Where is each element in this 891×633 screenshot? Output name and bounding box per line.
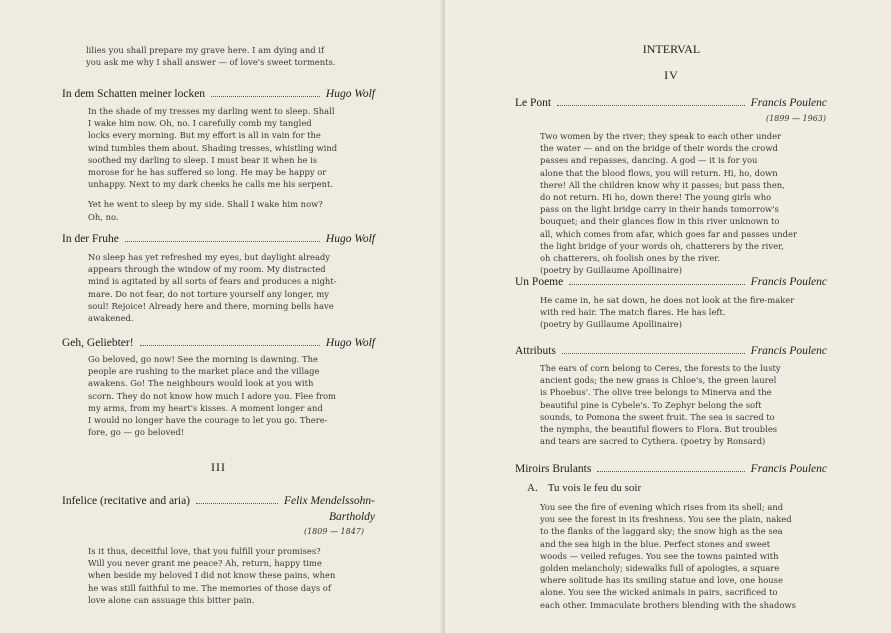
text-line: where solitude has its smiling statue and love, one house [540, 575, 783, 586]
text-line: ancient gods; the new grass is Chloe's, the green laurel [540, 375, 777, 386]
song-title: Attributs [515, 345, 556, 357]
movement-heading [527, 482, 827, 494]
text-line: love alone can assuage this bitter pain. [88, 594, 255, 605]
movement-title: Tu vois le feu du soir [547, 482, 642, 494]
text-line: the light bridge of your words oh, chatterers by the river, [540, 240, 784, 251]
song-translation [540, 362, 802, 447]
text-line: alone. You see the wicked animals in pairs, sacrificed to [540, 587, 778, 598]
text-line: fore, go — go beloved! [88, 427, 185, 438]
text-line: he was still faithful to me. The memories of those days of [88, 582, 331, 593]
song-title: In der Fruhe [62, 233, 119, 245]
text-line: Oh, no. [88, 211, 119, 222]
song-composer: Hugo Wolf [325, 233, 375, 245]
text-line: I wake him now. Oh, no. I carefully comb my tangled [88, 118, 312, 129]
section-numeral: III [211, 460, 226, 474]
song-heading [62, 87, 375, 101]
text-line: woods — veiled refuges. You see the towns painted with [540, 550, 779, 561]
song-composer: Hugo Wolf [325, 88, 375, 100]
movement-letter: A. [527, 482, 538, 494]
text-line: awakens. Go! The neighbours would look at you with [88, 378, 314, 389]
dot-leader [125, 241, 320, 242]
dot-leader [211, 96, 320, 97]
song-translation [88, 105, 348, 223]
song-translation [540, 294, 802, 331]
text-line: Yet he went to sleep by my side. Shall I wake him now? [88, 199, 323, 210]
text-line: locks every morning. But my effort is all in vain for the [88, 130, 321, 141]
text-line: soothed my darling to sleep. I must bear it when he is [88, 154, 318, 165]
text-line: you ask me why I shall answer — of love's sweet torments. [86, 57, 336, 68]
song-heading [62, 336, 375, 350]
text-line: bouquet; and their glances flow in this river unknown to [540, 216, 780, 227]
song-translation [88, 251, 348, 324]
text-line: unhappy. Next to my dark cheeks he calls me his serpent. [88, 179, 334, 190]
song-composer: Hugo Wolf [325, 337, 375, 349]
song-heading [515, 96, 827, 110]
text-line: awakened. [88, 313, 134, 324]
text-line: You see the fire of evening which rises from its shell; and [540, 502, 784, 512]
text-line: and the sea high in the blue. Perfect stones and sweet [540, 538, 771, 549]
song-title: Geh, Geliebter! [62, 337, 134, 349]
text-line: and tears are sacred to Cythera. (poetry by Ronsard) [540, 436, 766, 447]
dot-leader [196, 503, 278, 504]
dot-leader [597, 471, 744, 472]
text-line: mare. Do not fear, do not torture yourself any longer, my [88, 288, 330, 299]
composer-continued [62, 510, 375, 524]
interval-heading: INTERVAL [642, 42, 701, 56]
text-line: Two women by the river; they speak to each other under [540, 131, 782, 141]
text-line: alone that the blood flows, you will return. Hi, ho, down [540, 167, 778, 178]
text-line: No sleep has yet refreshed my eyes, but daylight already [88, 252, 331, 262]
song-title: Le Pont [515, 97, 552, 109]
dot-leader [569, 284, 744, 285]
text-line: the nymphs, the beautiful flowers to Flora. But troubles [540, 424, 778, 435]
song-composer: Francis Poulenc [750, 276, 827, 288]
text-line: oh chatterers, oh foolish ones by the river. [540, 253, 721, 264]
text-line: sounds, to Pomona the sweet fruit. The sea is sacred to [540, 411, 775, 422]
text-line: He came in, he sat down, he does not look at the fire-maker [540, 295, 795, 305]
text-line: scorn. They do not know how much I adore you. Flee from [88, 390, 336, 401]
left-page [0, 0, 445, 633]
text-line: golden melancholy; sidewalks full of apologies, a square [540, 563, 780, 574]
song-heading [515, 275, 827, 289]
text-line: my arms, from my heart's kisses. A moment longer and [88, 402, 323, 413]
composer-dates: (1899 — 1963) [765, 114, 826, 123]
song-title: Miroirs Brulants [515, 463, 592, 475]
text-line: Is it thus, deceitful love, that you fulfill your promises? [88, 546, 321, 556]
song-title: Un Poeme [515, 276, 564, 288]
text-line: lilies you shall prepare my grave here. I am dying and if [86, 45, 325, 55]
song-heading [515, 344, 827, 358]
text-line: passes and repasses, dancing. A god — it is for you [540, 155, 758, 166]
text-line: to the flanks of the laggard sky; the snow high as the sea [540, 526, 783, 537]
text-line: each other. Immaculate brothers blending with the shadows [540, 599, 796, 610]
song-title: In dem Schatten meiner locken [62, 88, 206, 100]
text-line: is Phoebus'. The olive tree belongs to Minerva and the [540, 387, 772, 398]
dot-leader [557, 105, 745, 106]
text-line: the water — and on the bridge of their words the crowd [540, 143, 778, 154]
text-line: pass on the light bridge carry in their hands tomorrow's [540, 204, 779, 215]
text-line: The ears of corn belong to Ceres, the forests to the lusty [540, 363, 781, 373]
text-line: I would no longer have the courage to let you go. There- [88, 415, 328, 426]
song-composer: Felix Mendelssohn- [283, 495, 375, 507]
song-composer: Francis Poulenc [750, 97, 827, 109]
text-line: soul! Rejoice! Already here and there, morning bells have [88, 300, 334, 311]
text-line: all, which comes from afar, which goes far and passes under [540, 228, 797, 239]
text-line: with red hair. The match flares. He has left. [540, 307, 726, 318]
text-line: people are rushing to the market place and the village [88, 366, 320, 377]
dot-leader [140, 345, 320, 346]
text-line: Go beloved, go now! See the morning is dawning. The [88, 354, 318, 364]
text-line: appears through the window of my room. My distracted [88, 264, 326, 275]
text-line: when beside my beloved I did not know these pains, when [88, 570, 336, 581]
text-line: you see the forest in its freshness. You see the plain, naked [540, 514, 792, 525]
text-line: In the shade of my tresses my darling went to sleep. Shall [88, 106, 335, 116]
composer-dates: (1809 — 1847) [303, 527, 364, 536]
section-numeral: IV [664, 68, 679, 82]
text-line: morose for he has suffered so long. He may be happy or [88, 167, 327, 178]
song-heading [62, 232, 375, 246]
text-line: mind is agitated by all sorts of fears and produces a night- [88, 276, 337, 287]
song-translation [540, 130, 802, 276]
dot-leader [562, 353, 745, 354]
song-heading [62, 494, 375, 508]
text-line: beautiful pine is Cybele's. To Zephyr belong the soft [540, 399, 762, 410]
text-line: there! All the children know why it passes; but pass then, [540, 179, 785, 190]
text-line: (poetry by Guillaume Apollinaire) [540, 265, 682, 276]
song-heading [515, 462, 827, 476]
text-line: wind tumbles them about. Shading tresses, whistling wind [88, 142, 338, 153]
song-composer: Francis Poulenc [750, 463, 827, 475]
right-page [445, 0, 891, 633]
song-composer: Francis Poulenc [750, 345, 827, 357]
text-line: do not return. Hi ho, down there! The young girls who [540, 192, 772, 203]
text-line: (poetry by Guillaume Apollinaire) [540, 319, 682, 330]
song-translation [88, 353, 348, 438]
song-translation [88, 545, 348, 606]
text-line: Will you never grant me peace? Ah, return, happy time [88, 558, 322, 569]
song-translation [540, 501, 802, 611]
song-composer: Bartholdy [329, 511, 375, 523]
song-title: Infelice (recitative and aria) [62, 495, 191, 507]
continued-text [86, 44, 348, 68]
